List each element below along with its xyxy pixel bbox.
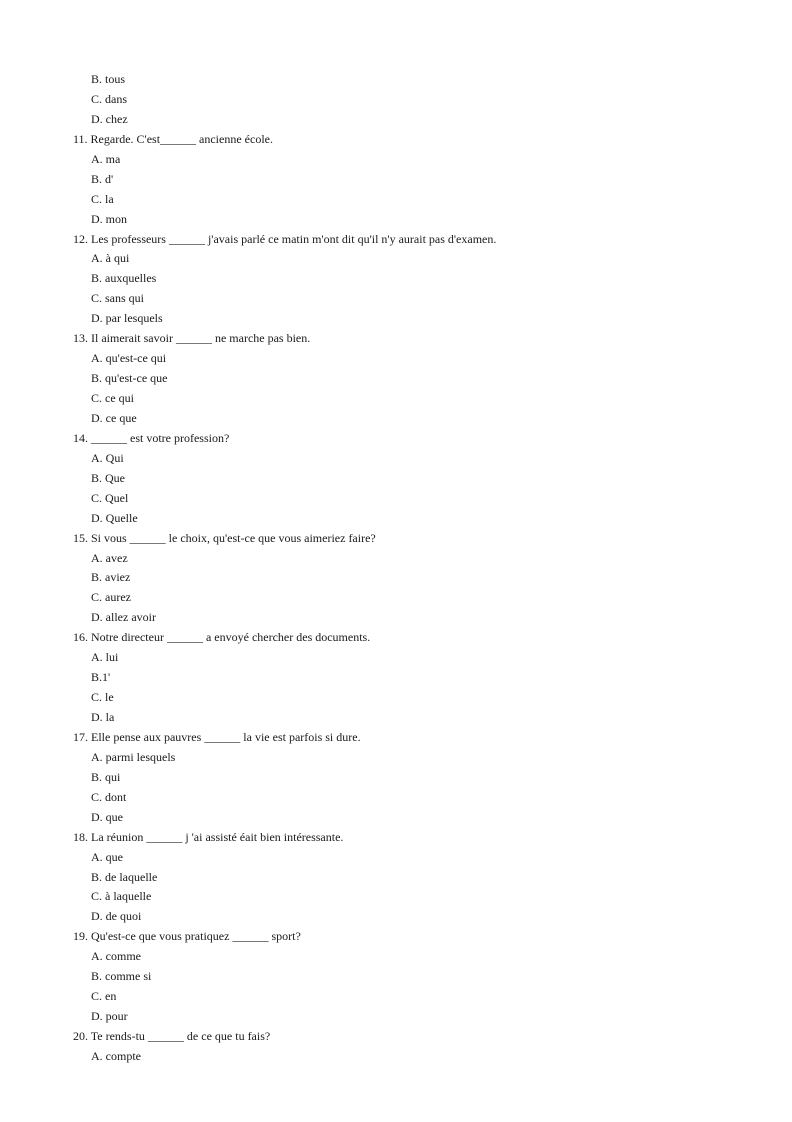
option: B. auxquelles — [91, 271, 157, 286]
exam-page — [0, 70, 792, 1067]
option: D. par lesquels — [91, 311, 163, 326]
option: A. qu'est-ce qui — [91, 351, 167, 366]
option: A. à qui — [91, 251, 130, 266]
question-text: 15. Si vous ______ le choix, qu'est-ce que vous aimeriez faire? — [73, 530, 376, 545]
question-19 — [0, 927, 792, 1027]
option: C. sans qui — [91, 291, 145, 306]
option: D. Quelle — [91, 510, 138, 525]
question-text: 18. La réunion ______ j 'ai assisté éait bien intéressante. — [73, 829, 344, 844]
question-text: 14. ______ est votre profession? — [73, 430, 230, 445]
question-text: 19. Qu'est-ce que vous pratiquez ______ sport? — [73, 929, 301, 944]
option: D. chez — [91, 111, 128, 126]
option: D. de quoi — [91, 909, 142, 924]
question-text: 20. Te rends-tu ______ de ce que tu fais? — [73, 1029, 271, 1043]
option: B.1' — [91, 670, 111, 685]
option: C. à laquelle — [91, 889, 152, 904]
question-15 — [0, 529, 792, 629]
option: A. que — [91, 849, 123, 864]
option: C. dont — [91, 789, 127, 804]
option: B. Que — [91, 470, 125, 485]
option: A. compte — [91, 1048, 141, 1063]
option: D. que — [91, 809, 123, 824]
question-text: 13. Il aimerait savoir ______ ne marche pas bien. — [73, 331, 311, 346]
option: D. allez avoir — [91, 610, 156, 625]
question-13 — [0, 329, 792, 429]
option: C. en — [91, 989, 117, 1004]
question-text: 11. Regarde. C'est______ ancienne école. — [73, 131, 273, 146]
option: A. parmi lesquels — [91, 749, 176, 764]
option: B. aviez — [91, 570, 131, 585]
option: C. ce qui — [91, 391, 134, 405]
question-14 — [0, 429, 792, 529]
question-text: 17. Elle pense aux pauvres ______ la vie est parfois si dure. — [73, 729, 361, 744]
option: C. dans — [91, 91, 127, 106]
option: B. d' — [91, 171, 114, 186]
option: B. tous — [91, 72, 126, 86]
option: C. Quel — [91, 490, 129, 505]
option: A. Qui — [91, 450, 124, 465]
question-text: 12. Les professeurs ______ j'avais parlé ce matin m'ont dit qu'il n'y aurait pas d'examen. — [73, 231, 497, 246]
option: B. comme si — [91, 969, 152, 984]
option: C. le — [91, 690, 114, 705]
option: A. avez — [91, 550, 128, 565]
option: C. la — [91, 191, 114, 206]
question-20 — [0, 1027, 792, 1067]
option: A. lui — [91, 650, 119, 665]
question-17 — [0, 728, 792, 828]
question-11 — [0, 130, 792, 230]
question-12 — [0, 230, 792, 330]
option: B. de laquelle — [91, 869, 158, 884]
option: D. pour — [91, 1009, 128, 1024]
option: A. comme — [91, 949, 141, 964]
option: D. ce que — [91, 410, 137, 425]
option: B. qui — [91, 769, 121, 784]
carryover-options — [0, 70, 792, 130]
question-18 — [0, 828, 792, 928]
question-16 — [0, 628, 792, 728]
option: B. qu'est-ce que — [91, 371, 168, 386]
option: D. la — [91, 710, 115, 724]
question-text: 16. Notre directeur ______ a envoyé chercher des documents. — [73, 630, 371, 645]
option: A. ma — [91, 151, 121, 166]
option: D. mon — [91, 211, 127, 226]
option: C. aurez — [91, 590, 131, 605]
